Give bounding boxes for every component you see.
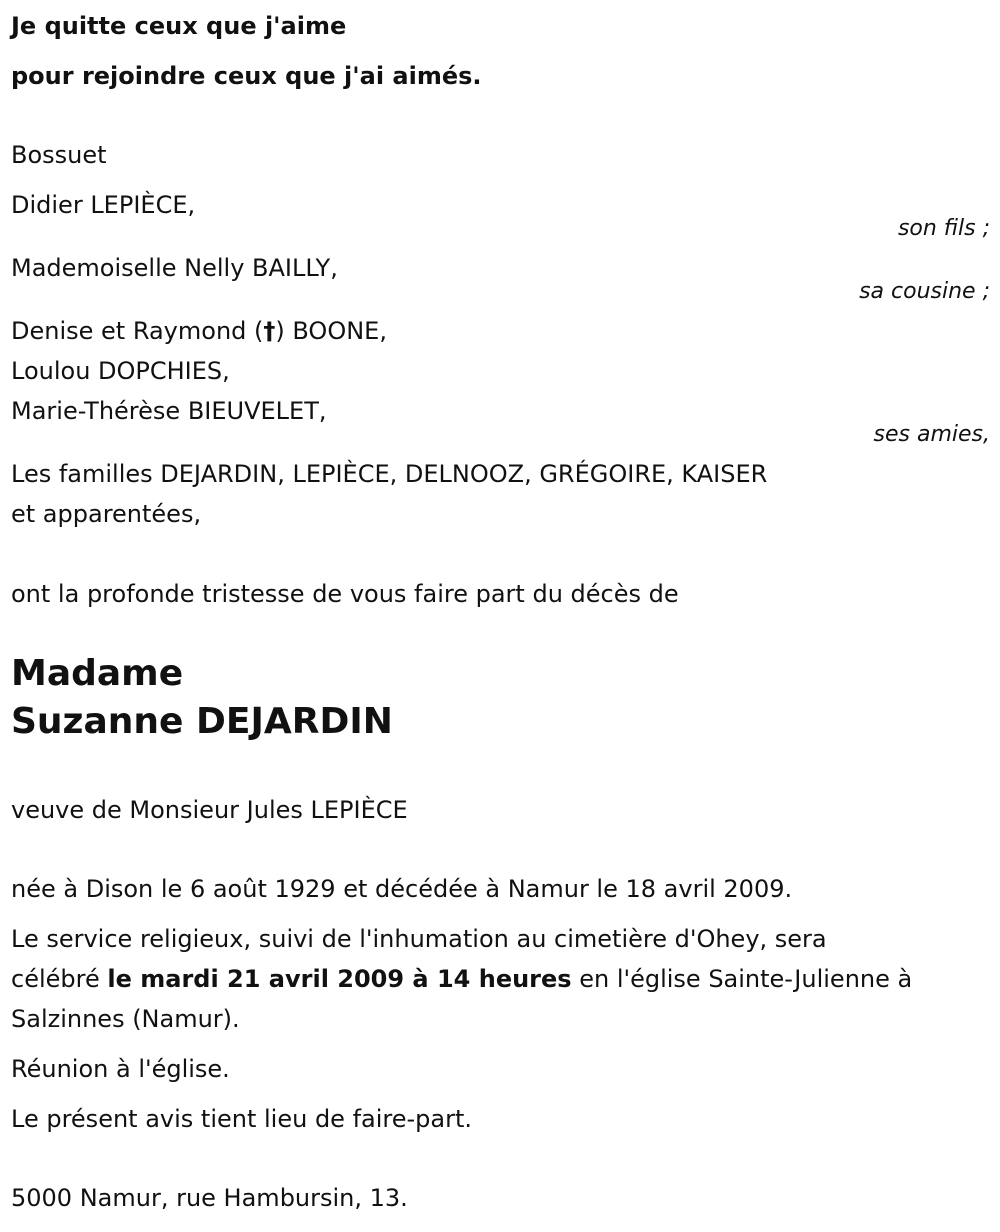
deceased-name: Suzanne DEJARDIN bbox=[11, 701, 393, 742]
service-line-2 bbox=[11, 964, 912, 994]
families-line-2: et apparentées, bbox=[11, 500, 202, 528]
friend-dopchies: Loulou DOPCHIES, bbox=[11, 357, 230, 385]
cross-icon: † bbox=[263, 317, 276, 345]
friends-relation: ses amies, bbox=[873, 422, 990, 447]
service-line-2-start: célébré bbox=[11, 965, 108, 993]
deceased-title: Madame bbox=[11, 653, 184, 694]
service-line-1: Le service religieux, suivi de l'inhumation au cimetière d'Ohey, sera bbox=[11, 925, 827, 953]
son-name: Didier LEPIÈCE, bbox=[11, 191, 196, 219]
service-line-2-end: en l'église Sainte-Julienne à bbox=[571, 965, 913, 993]
notice: Le présent avis tient lieu de faire-part. bbox=[11, 1105, 473, 1133]
announcement: ont la profonde tristesse de vous faire part du décès de bbox=[11, 580, 679, 608]
friend-boone bbox=[11, 316, 387, 346]
meeting: Réunion à l'église. bbox=[11, 1055, 230, 1083]
service-line-3: Salzinnes (Namur). bbox=[11, 1005, 240, 1033]
friend-bieuvelet: Marie-Thérèse BIEUVELET, bbox=[11, 397, 327, 425]
friend-boone-end: ) BOONE, bbox=[275, 317, 387, 345]
widow-of: veuve de Monsieur Jules LEPIÈCE bbox=[11, 796, 408, 824]
son-relation: son fils ; bbox=[897, 216, 990, 241]
quote-author: Bossuet bbox=[11, 141, 107, 169]
quote-line-1: Je quitte ceux que j'aime bbox=[11, 12, 347, 40]
address: 5000 Namur, rue Hambursin, 13. bbox=[11, 1184, 408, 1212]
cousin-name: Mademoiselle Nelly BAILLY, bbox=[11, 254, 338, 282]
birth-death: née à Dison le 6 août 1929 et décédée à Namur le 18 avril 2009. bbox=[11, 875, 793, 903]
service-date: le mardi 21 avril 2009 à 14 heures bbox=[107, 965, 572, 993]
cousin-relation: sa cousine ; bbox=[859, 279, 990, 304]
families-line-1: Les familles DEJARDIN, LEPIÈCE, DELNOOZ, GRÉGOIRE, KAISER bbox=[11, 460, 768, 488]
friend-boone-start: Denise et Raymond ( bbox=[11, 317, 264, 345]
quote-line-2: pour rejoindre ceux que j'ai aimés. bbox=[11, 62, 482, 90]
